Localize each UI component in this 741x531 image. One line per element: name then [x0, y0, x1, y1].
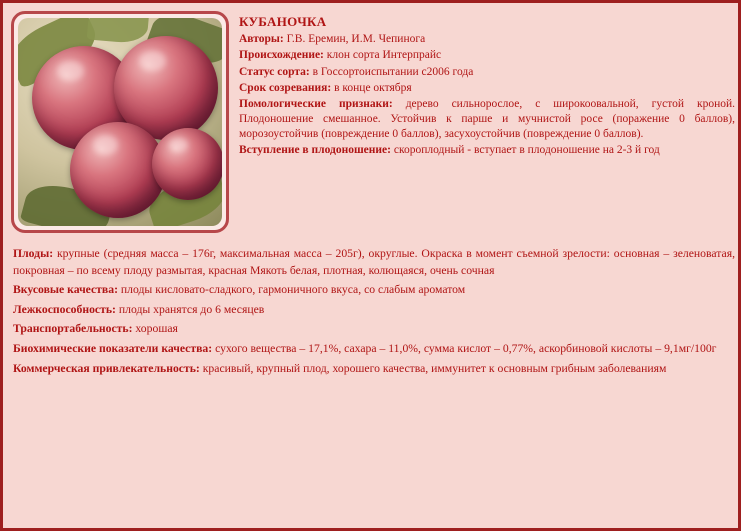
- info-row-pomological: [239, 97, 735, 143]
- info-value: клон сорта Интерпрайс: [326, 49, 442, 62]
- detail-value: хорошая: [135, 322, 178, 336]
- variety-info-column: [239, 13, 735, 160]
- info-value: Г.В. Еремин, И.М. Чепинога: [286, 33, 426, 46]
- info-label: Статус сорта:: [239, 65, 310, 78]
- info-value: скороплодный - вступает в плодоношение на 2-3 й год: [393, 144, 660, 157]
- info-row-status: [239, 65, 735, 80]
- detail-value: плоды кисловато-сладкого, гармоничного вкуса, со слабым ароматом: [120, 283, 466, 297]
- plum-fruit: [152, 128, 222, 200]
- info-label: Срок созревания:: [239, 81, 332, 94]
- detail-row-commercial-appeal: [13, 361, 735, 378]
- detail-label: Биохимические показатели качества:: [13, 342, 213, 356]
- detail-value: красивый, крупный плод, хорошего качества, иммунитет к основным грибным заболеваниям: [202, 361, 667, 375]
- detail-row-fruits: [13, 246, 735, 279]
- fruit-photo-frame: [11, 11, 229, 233]
- detail-value: сухого вещества – 17,1%, сахара – 11,0%, сумма кислот – 0,77%, аскорбиновой кислоты – 9,1мг/100г: [215, 342, 717, 356]
- info-value: в конце октября: [334, 81, 412, 94]
- info-value: дерево сильнорослое, с широкоовальной, густой кроной. Плодоношение смешанное. Устойчив к парше и мучнистой росе (поражение 0 баллов), морозоустойчив (повреждение 0 баллов), засухоустойчив (повреждение 0 баллов).: [239, 97, 735, 141]
- detail-row-biochemistry: [13, 341, 735, 358]
- detail-label: Коммерческая привлекательность:: [13, 361, 200, 375]
- info-row-fruiting-start: [239, 143, 735, 158]
- detail-label: Транспортабельность:: [13, 322, 133, 336]
- detail-value: крупные (средняя масса – 176г, максимальная масса – 205г), округлые. Окраска в момент съемной зрелости: основная – зеленоватая, покровная – по всему плоду размытая, красная Мякоть белая, плотная, колющаяся, очень сочная: [13, 247, 736, 277]
- fruit-photo: [18, 18, 222, 226]
- detail-value: плоды хранятся до 6 месяцев: [118, 302, 265, 316]
- info-label: Вступление в плодоношение:: [239, 144, 391, 157]
- info-row-origin: [239, 48, 735, 63]
- detail-label: Плоды:: [13, 247, 54, 260]
- detail-label: Лежкоспособность:: [13, 302, 116, 316]
- info-value: в Госсортоиспытании с2006 года: [312, 65, 474, 78]
- info-row-authors: [239, 32, 735, 47]
- page-title: КУБАНОЧКА: [239, 14, 327, 29]
- variety-details-block: [13, 246, 735, 380]
- detail-row-taste: [13, 282, 735, 299]
- info-label: Происхождение:: [239, 49, 324, 62]
- info-row-ripening: [239, 81, 735, 96]
- info-label: Авторы:: [239, 33, 284, 46]
- detail-label: Вкусовые качества:: [13, 283, 118, 297]
- detail-row-transportability: [13, 321, 735, 338]
- detail-row-storability: [13, 302, 735, 319]
- leaf-decoration: [87, 18, 150, 45]
- info-label: Помологические признаки:: [239, 97, 393, 110]
